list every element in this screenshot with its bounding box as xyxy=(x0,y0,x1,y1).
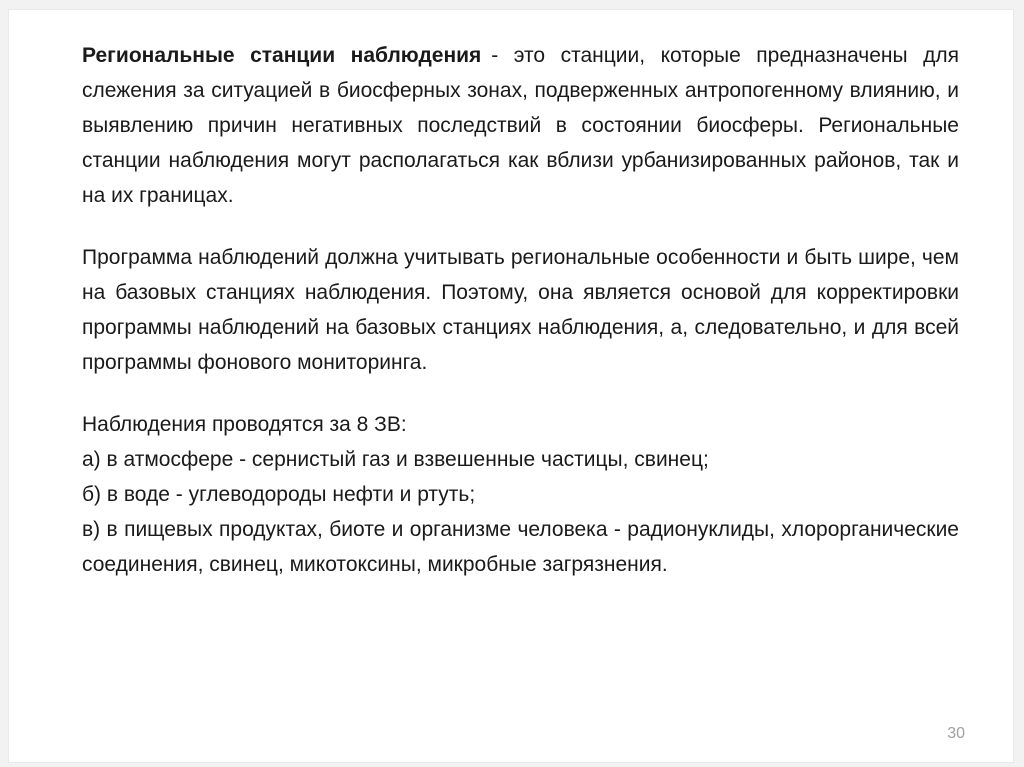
list-item-food: в) в пищевых продуктах, биоте и организме человека - радионуклиды, хлорорганические соединения, свинец, микотоксины, микробные загрязнения. xyxy=(82,518,959,576)
presentation-slide xyxy=(8,9,1014,763)
list-intro: Наблюдения проводятся за 8 ЗВ: xyxy=(82,413,407,436)
pollutants-list xyxy=(82,407,959,582)
list-item-atmosphere: а) в атмосфере - сернистый газ и взвешенные частицы, свинец; xyxy=(82,448,709,471)
paragraph-body-text: - это станции, которые предназначены для слежения за ситуацией в биосферных зонах, подверженных антропогенному влиянию, и выявлению причин негативных последствий в состоянии биосферы. Региональные станции наблюдения могут располагаться как вблизи урбанизированных районов, так и на их границах. xyxy=(82,44,959,207)
slide-text-block xyxy=(82,38,959,582)
slide-page-number: 30 xyxy=(947,725,965,742)
paragraph-observation-program: Программа наблюдений должна учитывать региональные особенности и быть шире, чем на базовых станциях наблюдения. Поэтому, она является основой для корректировки программы наблюдений на базовых станциях наблюдения, а, следовательно, и для всей программы фонового мониторинга. xyxy=(82,246,959,374)
list-item-water: б) в воде - углеводороды нефти и ртуть; xyxy=(82,483,476,506)
paragraph-bold-lead: Региональные станции наблюдения xyxy=(82,44,482,67)
paragraph-regional-stations xyxy=(82,38,959,213)
